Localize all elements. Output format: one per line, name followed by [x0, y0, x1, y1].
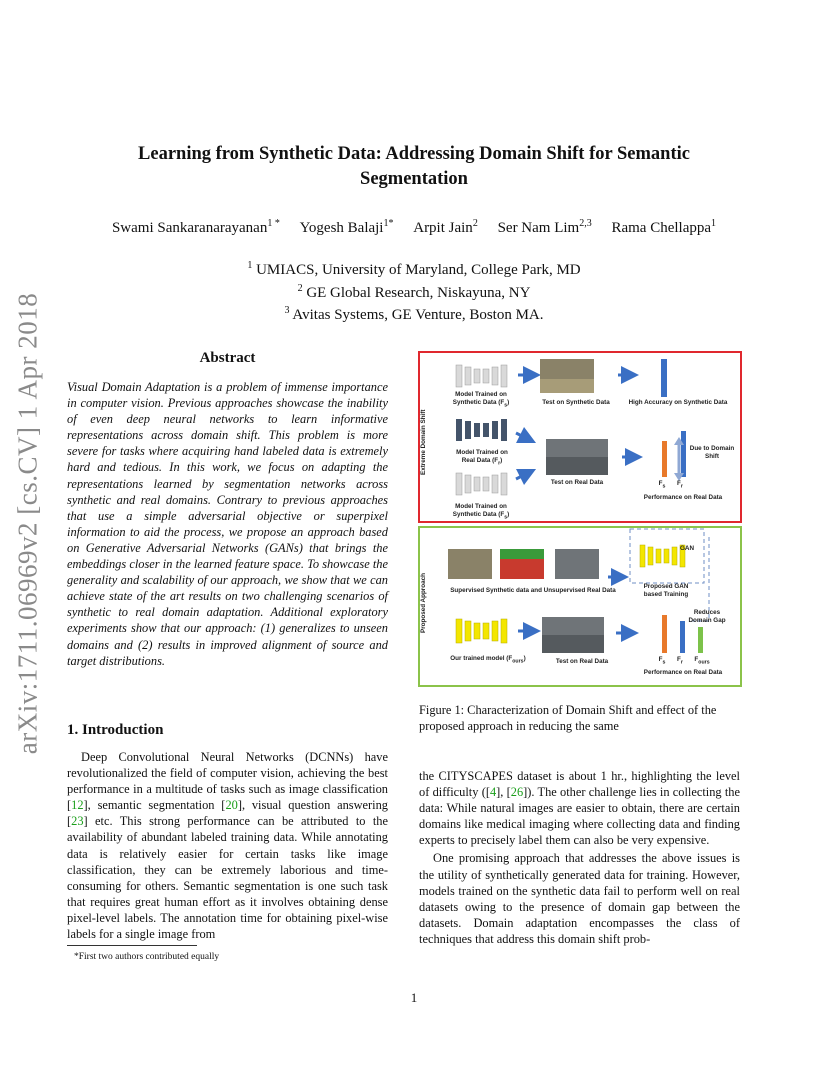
label-test-synth: Test on Synthetic Data — [542, 399, 610, 406]
author: Swami Sankaranarayanan$^{1 *}$ — [111, 218, 280, 236]
title-line-1: Learning from Synthetic Data: Addressing Domain Shift for Semantic — [138, 144, 690, 164]
affiliation: $^1$ UMIACS, University of Maryland, College Park, MD — [247, 260, 581, 278]
label-fs: $F_s$ — [658, 480, 666, 490]
side-label-domain-shift: Extreme Domain Shift — [420, 409, 427, 475]
citation-link[interactable]: 26 — [510, 785, 524, 800]
citation-link[interactable]: 12 — [71, 798, 84, 813]
our-model-net — [456, 619, 507, 643]
fs-bar — [662, 441, 667, 477]
title-line-2: Segmentation — [360, 169, 468, 189]
fs-bar-2 — [662, 615, 667, 653]
intro-heading: 1. Introduction — [67, 722, 164, 738]
synthetic-sample-image — [448, 549, 492, 579]
real-sample-image — [555, 549, 599, 579]
synthetic-model-net-2 — [456, 473, 507, 495]
label-high-accuracy: High Accuracy on Synthetic Data — [628, 399, 728, 406]
label-supervised: Supervised Synthetic data and Unsupervised Real Data — [450, 587, 616, 594]
paper-title — [60, 142, 768, 192]
figure-caption: Figure 1: Characterization of Domain Shift and effect of the proposed approach in reducing the same — [419, 703, 717, 733]
fours-bar — [698, 627, 703, 653]
label-fours: $F_{ours}$ — [694, 656, 710, 666]
label-reduces-gap: Reduces Domain Gap — [688, 609, 726, 624]
page-number: 1 — [410, 990, 418, 1005]
side-label-proposed: Proposed Approach — [420, 573, 427, 633]
author: Yogesh Balaji$^{1*}$ — [299, 218, 394, 236]
abstract-text: Visual Domain Adaptation is a problem of immense importance in computer vision. Previous approaches showcase the inability of even deep neural networks to learn informative representations across domain shift. This problem is more severe for tasks where acquiring hand labeled data is extremely hard and tedious. In this work, we focus on adapting the representations learned by segmentation networks across synthetic and real domains. Contrary to previous approaches that use a simple adversarial objective or superpixel information to aid the process, we propose an approach based on Generative Adversarial Networks (GANs) that brings the embeddings closer in the learned feature space. To showcase the generality and scalability of our approach, we show that we can achieve state of the art results on two challenging scenarios of synthetic to real domain adaptation. Additional exploratory experiments show that our approach: (1) generalizes to unseen domains and (2) results in improved alignment of source and target distributions. — [67, 380, 388, 668]
figure-1 — [418, 351, 742, 687]
label-test-real-1: Test on Real Data — [550, 479, 604, 486]
label-gan: GAN — [680, 545, 694, 552]
arxiv-stamp: arXiv:1711.06969v2 [cs.CV] 1 Apr 2018 — [12, 292, 43, 755]
label-test-real-2: Test on Real Data — [555, 658, 609, 665]
label-fr-2: $F_r$ — [677, 656, 683, 666]
synthetic-model-net-1 — [456, 365, 507, 387]
intro-paragraph: Deep Convolutional Neural Networks (DCNNs) have revolutionalized the field of computer vision, achieving the best performance in a multitude of tasks such as image classification [12], semantic segmentation [20], visual question answering [23] etc. This strong performance can be attributed to the availability of abundant labeled training data. While annotating data is relatively easier for certain tasks like image classification, they can be extremely laborious and time-consuming for others. Semantic segmentation is one such task that requires great human effort as it involves obtaining dense pixel-level labels. The annotation time for obtaining pixel-wise labels for a single image from — [67, 750, 389, 942]
label-due-to-domain-shift: Due to Domain Shift — [689, 445, 735, 460]
fr-bar-2 — [680, 621, 685, 653]
author-list — [40, 218, 788, 237]
label-model-synth-1: Model Trained on Synthetic Data $(F_s)$ — [452, 391, 510, 408]
real-model-net — [456, 419, 507, 441]
affiliation: $^2$ GE Global Research, Niskayuna, NY — [297, 282, 531, 301]
label-perf-real-1: Performance on Real Data — [643, 494, 723, 501]
author: Arpit Jain$^2$ — [413, 218, 478, 236]
label-proposed-gan: Proposed GAN based Training — [643, 583, 689, 598]
fr-bar — [681, 431, 686, 477]
paragraph: the CITYSCAPES dataset is about 1 hr., highlighting the level of difficulty ([4], [26]). The other challenge lies in collecting the data: While natural images are easier to obtain, there are certain domains like medical imaging where collecting data and finding experts to precisely label them can also be very expensive. — [419, 769, 740, 848]
label-model-synth-2: Model Trained on Synthetic Data $(F_s)$ — [452, 503, 510, 520]
label-fs-2: $F_s$ — [658, 656, 666, 666]
label-our-model: Our trained model $(F_{ours})$ — [450, 655, 526, 665]
author: Ser Nam Lim$^{2,3}$ — [497, 218, 592, 236]
label-fr: $F_r$ — [677, 480, 683, 490]
footnote: *First two authors contributed equally — [74, 952, 220, 962]
affiliation: $^3$ Avitas Systems, GE Venture, Boston MA. — [284, 305, 544, 323]
label-perf-real-2: Performance on Real Data — [643, 669, 723, 676]
paragraph: One promising approach that addresses the above issues is the utility of synthetically generated data for training. However, models trained on the synthetic data fail to perform well on real datasets owing to the presence of domain gap between the datasets. Domain adaptation encompasses the class of techniques that address this domain shift prob- — [419, 851, 740, 946]
right-column-text — [419, 768, 740, 947]
author: Rama Chellappa$^1$ — [611, 218, 717, 236]
affiliations — [60, 257, 768, 325]
high-accuracy-bar — [661, 359, 667, 397]
citation-link[interactable]: 4 — [489, 785, 497, 800]
citation-link[interactable]: 20 — [225, 798, 238, 813]
footnote-divider — [67, 945, 197, 946]
label-model-real: Model Trained on Real Data $(F_r)$ — [456, 449, 508, 466]
citation-link[interactable]: 23 — [71, 814, 84, 829]
abstract-heading: Abstract — [199, 350, 256, 366]
